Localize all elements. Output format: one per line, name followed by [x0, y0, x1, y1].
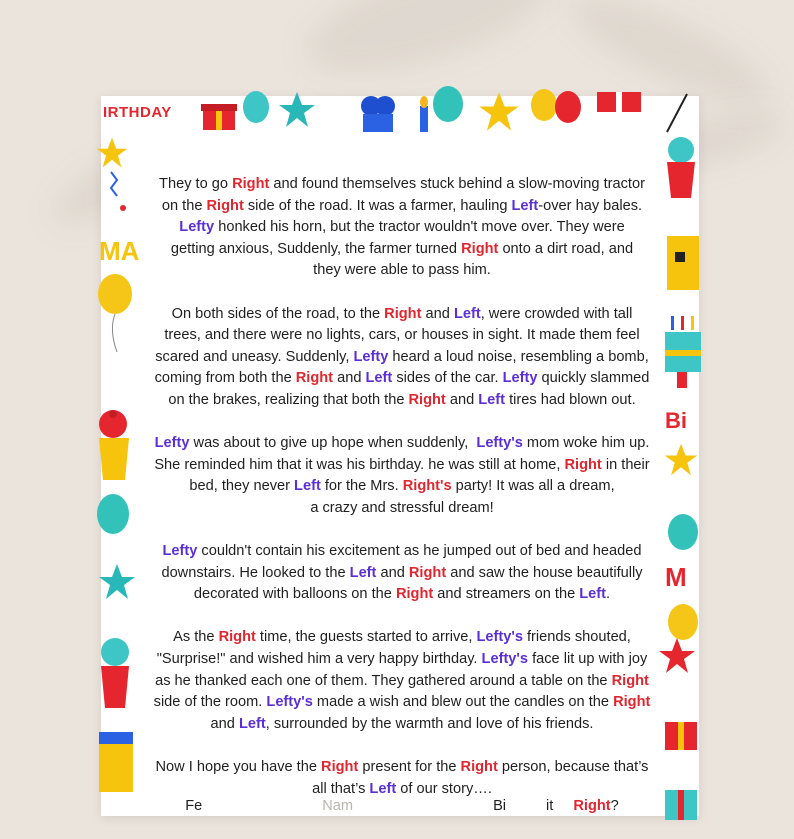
word-lefty: Lefty — [502, 370, 538, 387]
text-line — [143, 541, 661, 563]
text-line — [143, 584, 661, 606]
balloon-icon — [665, 512, 701, 562]
left-party-border — [99, 132, 140, 816]
text-line — [143, 671, 661, 693]
leaf-shadow-1 — [292, 0, 567, 98]
party-horn-icon — [661, 92, 691, 132]
text-line — [143, 563, 661, 585]
text-run: , were crowded with tall — [480, 305, 633, 322]
star-icon — [657, 636, 697, 676]
gift-box-icon — [663, 784, 699, 824]
word-right: Right — [206, 197, 244, 214]
text-line — [143, 304, 661, 326]
text-line — [143, 368, 661, 390]
word-right: Right — [408, 391, 446, 408]
word-right: Right — [460, 759, 498, 776]
birthday-cake-icon — [663, 312, 701, 392]
word-lefty: Lefty's — [476, 629, 523, 646]
right-party-border — [661, 132, 699, 816]
text-run: "Surprise!" and wished him a very happy birthday. — [156, 651, 482, 668]
text-run: time, the guests started to arrive, — [255, 629, 477, 646]
word-right: Right's — [402, 478, 452, 495]
paragraph-3 — [143, 433, 661, 519]
balloon-icon — [241, 90, 271, 130]
word-left: Left — [349, 564, 377, 581]
text-line — [143, 714, 661, 736]
text-run: On both sides of the road, to the — [171, 305, 385, 322]
word-left: Left — [238, 715, 266, 732]
text-run: person, because that’s — [497, 759, 649, 776]
gift-bag-icon — [97, 722, 137, 802]
word-lefty: Lefty's — [481, 651, 529, 668]
text-run: sides of the car. — [392, 370, 503, 387]
faded-text-run: Nam — [322, 798, 354, 815]
text-run: decorated with balloons on the — [193, 586, 396, 603]
word-right: Right — [461, 240, 499, 257]
text-run: scared and uneasy. Suddenly, — [155, 348, 354, 365]
text-run: and — [333, 370, 366, 387]
text-line — [143, 476, 661, 498]
word-right: Right — [321, 759, 359, 776]
text-run: was about to give up hope when suddenly, — [189, 435, 477, 452]
text-run: of our story…. — [396, 780, 492, 797]
text-line — [143, 627, 661, 649]
text-run: made a wish and blew out the candles on the — [312, 694, 614, 711]
text-run: face lit up with joy — [528, 651, 648, 668]
star-icon — [477, 90, 521, 134]
text-line — [143, 757, 661, 779]
text-line — [143, 649, 661, 671]
text-run: on the — [161, 197, 207, 214]
text-run: downstairs. He looked to the — [161, 564, 350, 581]
text-run: for the Mrs. — [320, 478, 403, 495]
text-run: on the brakes, realizing that both the — [168, 391, 409, 408]
word-right: Right — [232, 176, 270, 192]
text-line — [143, 692, 661, 714]
text-run: it — [546, 798, 554, 815]
text-run: and — [210, 715, 239, 732]
text-run: and — [376, 564, 409, 581]
word-right: Right — [295, 370, 334, 387]
border-letters-right-1: Bi — [665, 408, 687, 433]
text-run: friends shouted, — [522, 629, 631, 646]
text-line — [143, 217, 661, 239]
text-run: all that’s — [312, 780, 370, 797]
gift-box-icon — [597, 92, 641, 114]
word-lefty: Lefty's — [266, 694, 313, 711]
text-line-cut-off — [143, 796, 661, 818]
text-run: tires had blown out. — [505, 391, 636, 408]
word-right: Right — [564, 456, 602, 473]
word-right: Right — [384, 305, 422, 322]
text-run: and — [445, 391, 479, 408]
paragraph-6 — [143, 757, 661, 818]
text-line — [143, 174, 661, 196]
gift-box-icon — [201, 100, 237, 130]
text-line — [143, 498, 661, 520]
text-line — [143, 239, 661, 261]
text-run: quickly slammed — [537, 370, 650, 387]
birthday-banner-text: IRTHDAY — [103, 104, 172, 121]
text-run: . — [606, 586, 611, 603]
balloon-icon — [553, 90, 583, 130]
cupcake-icon — [97, 402, 137, 482]
gift-bag-icon — [665, 222, 699, 292]
text-run: and — [421, 305, 454, 322]
star-icon — [663, 442, 699, 478]
text-run: couldn't contain his excitement as he jumped out of bed and headed — [197, 543, 642, 560]
border-letters-left: MA — [99, 236, 140, 266]
cupcake-icon — [97, 632, 137, 712]
border-letters-right-2: M — [665, 562, 687, 592]
text-run: bed, they never — [189, 478, 295, 495]
text-run: Now I hope you have the — [155, 759, 322, 776]
text-run: present for the — [358, 759, 461, 776]
word-left: Left — [365, 370, 393, 387]
text-run: getting anxious, Suddenly, the farmer turned — [170, 240, 462, 257]
text-run: and streamers on the — [433, 586, 580, 603]
text-run: As the — [173, 629, 219, 646]
text-run: and saw the house beautifully — [446, 564, 643, 581]
text-run: mom woke him up. — [522, 435, 650, 452]
balloon-icon — [431, 86, 465, 132]
word-right: Right — [611, 672, 649, 689]
text-run: party! It was all a dream, — [451, 478, 615, 495]
text-line — [143, 455, 661, 477]
word-left: Left — [453, 305, 481, 322]
paragraph-4 — [143, 541, 661, 606]
text-run: a crazy and stressful dream! — [310, 499, 494, 516]
word-lefty: Lefty's — [476, 435, 523, 452]
text-run: they were able to pass him. — [313, 262, 491, 279]
gift-box-icon — [663, 712, 699, 752]
word-lefty: Lefty — [162, 543, 198, 560]
star-icon — [97, 562, 137, 602]
star-icon — [95, 136, 129, 170]
word-lefty: Lefty — [353, 348, 389, 365]
balloon-icon — [95, 272, 135, 352]
text-run: honked his horn, but the tractor wouldn't move over. They were — [214, 219, 625, 236]
paragraph-5 — [143, 627, 661, 735]
text-run: side of the room. — [153, 694, 267, 711]
text-run: trees, and there were no lights, cars, or houses in sight. It made them feel — [164, 327, 640, 344]
word-left: Left — [511, 197, 539, 214]
text-run: in their — [601, 456, 650, 473]
word-right: Right — [613, 694, 651, 711]
story-page — [101, 96, 699, 816]
text-run: coming from both the — [154, 370, 296, 387]
cupcake-icon — [663, 132, 699, 202]
top-party-border — [101, 96, 699, 132]
word-left: Left — [294, 478, 321, 495]
text-line — [143, 390, 661, 412]
text-run: side of the road. It was a farmer, hauling — [243, 197, 512, 214]
paragraph-2 — [143, 304, 661, 412]
text-run: as he thanked each one of them. They gathered around a table on the — [155, 672, 612, 689]
text-line — [143, 260, 661, 282]
word-lefty: Lefty — [154, 435, 190, 452]
story-text — [143, 174, 661, 839]
text-run: onto a dirt road, and — [498, 240, 634, 257]
candle-icon — [417, 96, 431, 132]
text-run: heard a loud noise, resembling a bomb, — [388, 348, 649, 365]
word-right: Right — [573, 798, 611, 815]
text-line — [143, 325, 661, 347]
text-line — [143, 433, 661, 455]
text-run: ? — [610, 798, 619, 815]
text-run: They to go — [159, 176, 233, 192]
text-run: Bi — [493, 798, 507, 815]
confetti-icon — [105, 172, 129, 222]
word-lefty: Lefty — [179, 219, 215, 236]
gift-bow-icon — [357, 92, 399, 132]
word-right: Right — [218, 629, 256, 646]
word-right: Right — [408, 564, 447, 581]
text-run: She reminded him that it was his birthday. he was still at home, — [154, 456, 565, 473]
text-run: and found themselves stuck behind a slow-moving tractor — [269, 176, 645, 192]
word-right: Right — [395, 586, 434, 603]
word-left: Left — [369, 780, 397, 797]
text-line — [143, 196, 661, 218]
paragraph-1 — [143, 174, 661, 282]
balloon-icon — [95, 492, 135, 552]
text-run: -over hay bales. — [538, 197, 643, 214]
star-icon — [277, 90, 317, 130]
text-run: , surrounded by the warmth and love of his friends. — [265, 715, 594, 732]
text-run: Fe — [185, 798, 203, 815]
word-left: Left — [478, 391, 506, 408]
text-line — [143, 347, 661, 369]
word-left: Left — [579, 586, 607, 603]
